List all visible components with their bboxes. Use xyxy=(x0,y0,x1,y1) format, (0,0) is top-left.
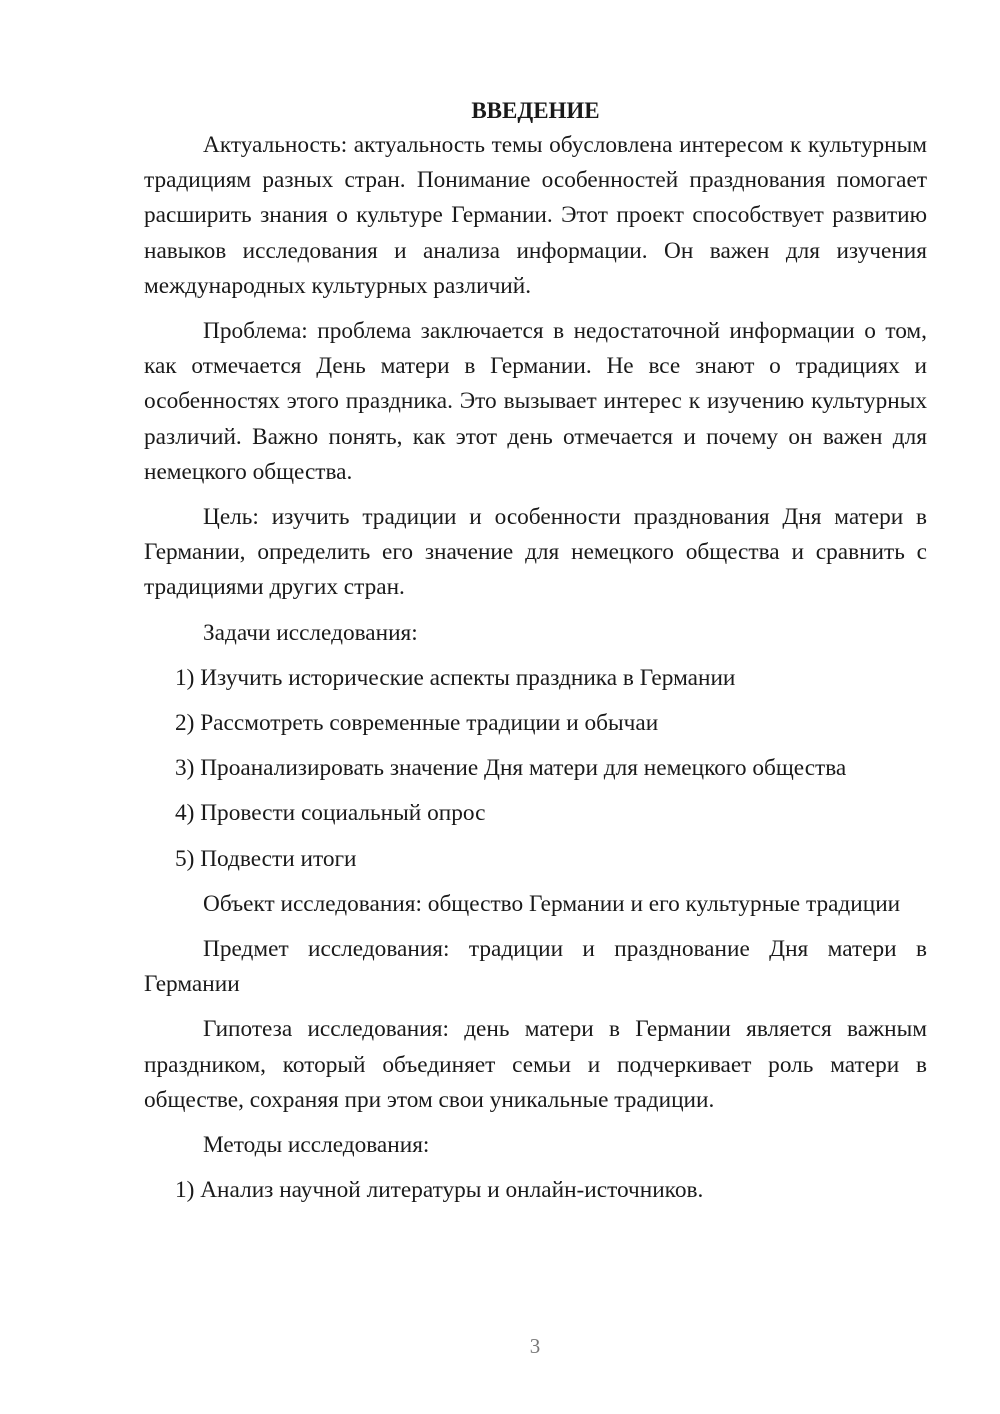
list-item: 1) Анализ научной литературы и онлайн-источников. xyxy=(175,1177,704,1204)
tasks-heading: Задачи исследования: xyxy=(203,619,418,646)
paragraph-object: Объект исследования: общество Германии и его культурные традиции xyxy=(203,890,901,917)
tasks-list xyxy=(144,661,927,877)
list-item: 1) Изучить исторические аспекты праздника в Германии xyxy=(175,664,736,691)
list-item: 3) Проанализировать значение Дня матери для немецкого общества xyxy=(175,755,847,782)
paragraph-problem: Проблема: проблема заключается в недостаточной информации о том, как отмечается День матери в Германии. Не все знают о традициях и особенностях этого праздника. Это вызывает интерес к изучению культурных различий. Важно понять, как этот день отмечается и почему он важен для немецкого общества. xyxy=(144,318,927,485)
paragraph-goal: Цель: изучить традиции и особенности празднования Дня матери в Германии, определить его значение для немецкого общества и сравнить с традициями других стран. xyxy=(144,504,927,601)
section-title: ВВЕДЕНИЕ xyxy=(471,98,600,123)
page-number: 3 xyxy=(529,1334,541,1358)
list-item: 2) Рассмотреть современные традиции и обычаи xyxy=(175,710,659,737)
paragraph-hypothesis: Гипотеза исследования: день матери в Германии является важным праздником, который объединяет семьи и подчеркивает роль матери в обществе, сохраняя при этом свои уникальные традиции. xyxy=(144,1016,927,1113)
methods-heading: Методы исследования: xyxy=(203,1132,430,1159)
page-content xyxy=(144,96,927,1218)
paragraph-subject: Предмет исследования: традиции и празднование Дня матери в Германии xyxy=(144,936,927,998)
paragraph-relevance: Актуальность: актуальность темы обусловлена интересом к культурным традициям разных стран. Понимание особенностей празднования помогает расширить знания о культуре Германии. Этот проект способствует развитию навыков исследования и анализа информации. Он важен для изучения международных культурных различий. xyxy=(144,132,927,299)
methods-list xyxy=(144,1173,927,1208)
list-item: 4) Провести социальный опрос xyxy=(175,800,486,827)
list-item: 5) Подвести итоги xyxy=(175,845,357,872)
